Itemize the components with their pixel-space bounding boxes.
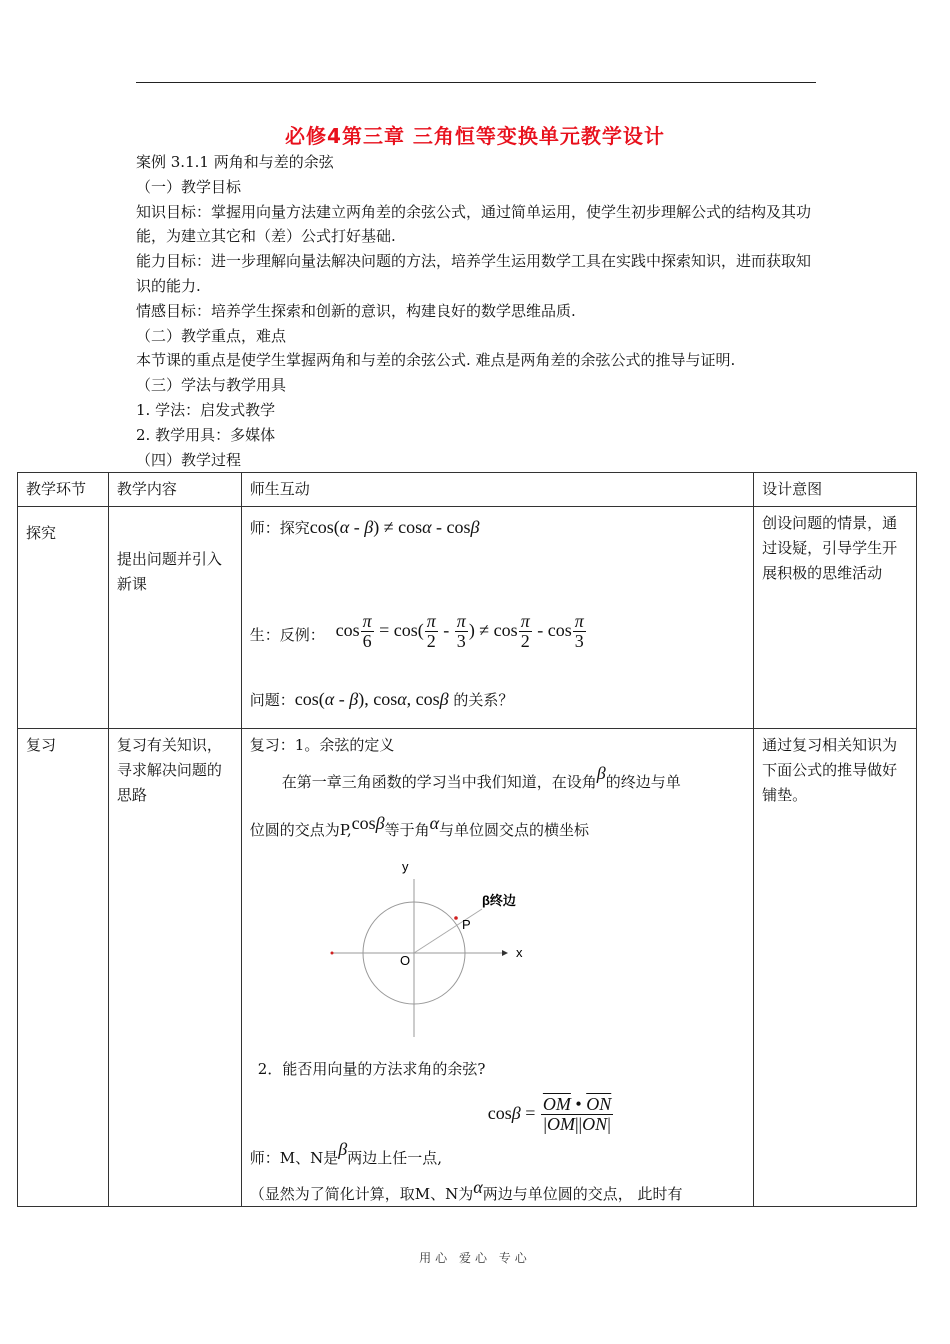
question-line bbox=[250, 687, 514, 713]
question-prefix: 问题： bbox=[249, 691, 295, 709]
intro-section bbox=[136, 150, 820, 472]
formula-cos-vector: cosβ = $\frac{\overline{OM} • \overline{ON}}{|OM||ON|}$ bbox=[487, 1094, 612, 1134]
knowledge-goal: 知识目标：掌握用向量方法建立两角差的余弦公式，通过简单运用，使学生初步理解公式的结构及其功能，为建立其它和（差）公式打好基础. bbox=[136, 202, 812, 246]
x-label: x bbox=[515, 945, 523, 960]
teacher-explore-line bbox=[250, 515, 480, 541]
alpha-symbol: α bbox=[429, 813, 440, 833]
table-row bbox=[18, 507, 917, 729]
row1-content-cell bbox=[108, 507, 241, 729]
header-content: 教学内容 bbox=[108, 473, 241, 507]
header-stage: 教学环节 bbox=[18, 473, 109, 507]
para1-a: 在第一章三角函数的学习当中我们知道，在设角 bbox=[281, 773, 597, 791]
table-header-row bbox=[18, 473, 917, 507]
unit-circle-diagram bbox=[312, 857, 552, 1047]
row2-intent: 通过复习相关知识为下面公式的推导做好铺垫。 bbox=[754, 729, 917, 1207]
section-heading-methods: （三）学法与教学用具 bbox=[136, 376, 287, 395]
table-row bbox=[18, 729, 917, 1207]
note-b: 两边与单位圆的交点， 此时有 bbox=[482, 1185, 683, 1203]
header-interaction: 师生互动 bbox=[241, 473, 753, 507]
question-suffix: 的关系？ bbox=[453, 691, 514, 709]
row2-content: 复习有关知识，寻求解决问题的思路 bbox=[108, 729, 241, 1207]
review-title: 复习：1。余弦的定义 bbox=[249, 736, 395, 754]
point-left bbox=[330, 952, 333, 955]
para2-b: 等于角 bbox=[384, 821, 430, 839]
teacher-mn-a: 师：M、N是 bbox=[249, 1149, 339, 1167]
teacher-mn-b: 两边上任一点, bbox=[347, 1149, 443, 1167]
tools-item: 2. 教学用具：多媒体 bbox=[136, 425, 276, 444]
student-counterexample-line bbox=[250, 595, 587, 655]
formula-inequality: cos(α - β) ≠ cosα - cosβ bbox=[309, 517, 480, 537]
y-label: y bbox=[401, 859, 409, 874]
teacher-prefix: 师：探究 bbox=[249, 519, 310, 537]
row1-content: 提出问题并引入新课 bbox=[116, 550, 222, 593]
alpha-symbol-2: α bbox=[473, 1177, 483, 1197]
cos-beta: cosβ bbox=[351, 813, 385, 833]
keypoint-text: 本节课的重点是使学生掌握两角和与差的余弦公式. 难点是两角差的余弦公式的推导与证明. bbox=[136, 351, 736, 370]
section-heading-keypoints: （二）教学重点，难点 bbox=[136, 326, 287, 345]
teacher-mn-line bbox=[249, 1139, 443, 1171]
p-label: P bbox=[461, 917, 471, 932]
point-p bbox=[454, 916, 458, 920]
page-title: 必修4第三章 三角恒等变换单元教学设计 bbox=[285, 124, 665, 148]
beta-symbol-2: β bbox=[338, 1139, 348, 1159]
ability-goal: 能力目标：进一步理解向量法解决问题的方法，培养学生运用数学工具在实践中探索知识，进而获取知识的能力. bbox=[136, 252, 812, 295]
note-line bbox=[249, 1177, 683, 1207]
review-para1 bbox=[281, 763, 681, 795]
note-a: （显然为了简化计算，取M、N为 bbox=[249, 1185, 474, 1203]
para2-a: 位圆的交点为P, bbox=[249, 821, 352, 839]
beta-symbol: β bbox=[596, 763, 606, 783]
formula-question: cos(α - β), cosα, cosβ bbox=[294, 689, 449, 709]
row2-stage: 复习 bbox=[18, 729, 109, 1207]
header-rule bbox=[136, 82, 816, 83]
formula-counterexample: cos $\frac{\pi}{6}$ = cos( $\frac{\pi}{2}$ - $\frac{\pi}{3}$ ) ≠ cos $\frac{\pi}{2}$ - cos $\frac{\pi}{3}$ bbox=[335, 611, 584, 652]
student-prefix: 生：反例： bbox=[249, 626, 325, 644]
para1-b: 的终边与单 bbox=[605, 773, 681, 791]
x-arrow-icon bbox=[502, 950, 508, 956]
case-title: 案例 3.1.1 两角和与差的余弦 bbox=[136, 153, 334, 171]
question-2: 2．能否用向量的方法求角的余弦? bbox=[257, 1060, 486, 1078]
section-heading-process: （四）教学过程 bbox=[136, 450, 242, 469]
row2-interaction bbox=[241, 729, 753, 1207]
page-footer: 用心 爱心 专心 bbox=[419, 1251, 531, 1265]
section-heading-objectives: （一）教学目标 bbox=[136, 177, 242, 196]
header-intent: 设计意图 bbox=[754, 473, 917, 507]
review-para2 bbox=[249, 813, 590, 843]
row1-interaction bbox=[241, 507, 753, 729]
row1-stage: 探究 bbox=[18, 507, 109, 729]
method-item: 1. 学法：启发式教学 bbox=[136, 400, 276, 419]
teaching-process-table bbox=[17, 472, 917, 1207]
origin-label: O bbox=[399, 953, 410, 968]
para2-c: 与单位圆交点的横坐标 bbox=[439, 821, 590, 839]
emotion-goal: 情感目标：培养学生探索和创新的意识，构建良好的数学思维品质. bbox=[136, 301, 576, 320]
row1-intent: 创设问题的情景，通过设疑，引导学生开展积极的思维活动 bbox=[754, 507, 917, 729]
beta-side-label: β终边 bbox=[481, 893, 516, 908]
